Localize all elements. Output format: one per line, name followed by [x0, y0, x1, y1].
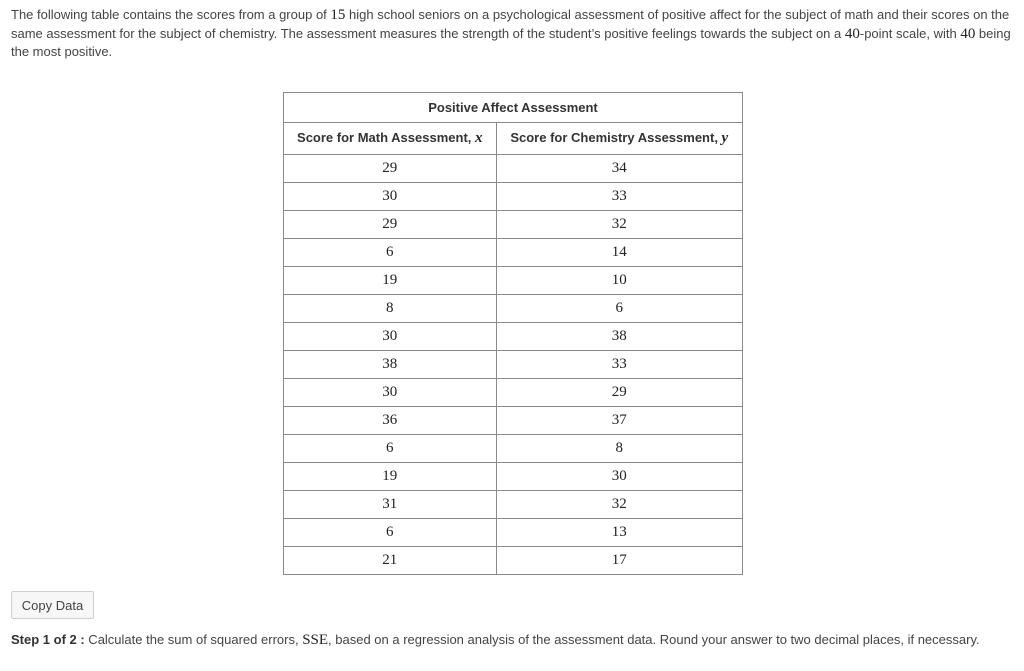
- math-score-cell: 8: [284, 295, 497, 323]
- column-header-chemistry: [496, 123, 742, 155]
- math-score-cell: 31: [284, 491, 497, 519]
- chemistry-score-cell: 30: [496, 463, 742, 491]
- chemistry-score-cell: 8: [496, 435, 742, 463]
- table-row: [284, 239, 743, 267]
- intro-text-2: high school seniors on a psychological assessment of positive affect for the subject of math and their scores on the same assessment for the subject of chemistry. The assessment measures the strength of the student’s positive feelings towards the subject on a: [11, 7, 1010, 41]
- math-score-cell: 38: [284, 351, 497, 379]
- step-sse: SSE: [302, 632, 329, 648]
- chemistry-score-cell: 6: [496, 295, 742, 323]
- table-row: [284, 155, 743, 183]
- scores-table: [283, 92, 743, 575]
- chemistry-score-cell: 32: [496, 211, 742, 239]
- column-header-math-var: x: [475, 130, 483, 146]
- intro-text-3: -point scale, with: [859, 25, 961, 41]
- math-score-cell: 29: [284, 211, 497, 239]
- chemistry-score-cell: 38: [496, 323, 742, 351]
- table-row: [284, 379, 743, 407]
- chemistry-score-cell: 32: [496, 491, 742, 519]
- math-score-cell: 21: [284, 547, 497, 575]
- column-header-chemistry-var: y: [721, 130, 729, 146]
- chemistry-score-cell: 34: [496, 155, 742, 183]
- math-score-cell: 19: [284, 267, 497, 295]
- table-row: [284, 267, 743, 295]
- chemistry-score-cell: 13: [496, 519, 742, 547]
- chemistry-score-cell: 29: [496, 379, 742, 407]
- table-caption: Positive Affect Assessment: [284, 93, 743, 123]
- math-score-cell: 6: [284, 435, 497, 463]
- chemistry-score-cell: 33: [496, 183, 742, 211]
- copy-data-button[interactable]: Copy Data: [11, 591, 94, 619]
- math-score-cell: 6: [284, 519, 497, 547]
- math-score-cell: 19: [284, 463, 497, 491]
- table-row: [284, 519, 743, 547]
- chemistry-score-cell: 33: [496, 351, 742, 379]
- intro-count: 15: [330, 7, 346, 23]
- math-score-cell: 30: [284, 323, 497, 351]
- step-text-1: Calculate the sum of squared errors,: [84, 632, 303, 647]
- column-header-chemistry-label: Score for Chemistry Assessment,: [510, 130, 722, 145]
- chemistry-score-cell: 10: [496, 267, 742, 295]
- math-score-cell: 29: [284, 155, 497, 183]
- step-text-2: , based on a regression analysis of the assessment data. Round your answer to two decimal places, if necessary.: [328, 632, 980, 647]
- step-label: Step 1 of 2 :: [11, 632, 85, 647]
- intro-text-1: The following table contains the scores from a group of: [11, 7, 331, 22]
- step-instructions: [11, 630, 991, 650]
- math-score-cell: 30: [284, 379, 497, 407]
- table-row: [284, 407, 743, 435]
- table-row: [284, 463, 743, 491]
- chemistry-score-cell: 17: [496, 547, 742, 575]
- column-header-math: [284, 123, 497, 155]
- table-row: [284, 547, 743, 575]
- table-row: [284, 295, 743, 323]
- table-row: [284, 211, 743, 239]
- intro-text-4: being the most positive.: [11, 25, 1011, 59]
- table-row: [284, 435, 743, 463]
- math-score-cell: 30: [284, 183, 497, 211]
- table-row: [284, 351, 743, 379]
- intro-max: 40: [960, 25, 976, 42]
- math-score-cell: 6: [284, 239, 497, 267]
- table-row: [284, 323, 743, 351]
- problem-intro: [11, 6, 1013, 62]
- column-header-math-label: Score for Math Assessment,: [297, 130, 475, 145]
- intro-scale: 40: [844, 25, 860, 42]
- chemistry-score-cell: 37: [496, 407, 742, 435]
- table-row: [284, 183, 743, 211]
- table-row: [284, 491, 743, 519]
- chemistry-score-cell: 14: [496, 239, 742, 267]
- math-score-cell: 36: [284, 407, 497, 435]
